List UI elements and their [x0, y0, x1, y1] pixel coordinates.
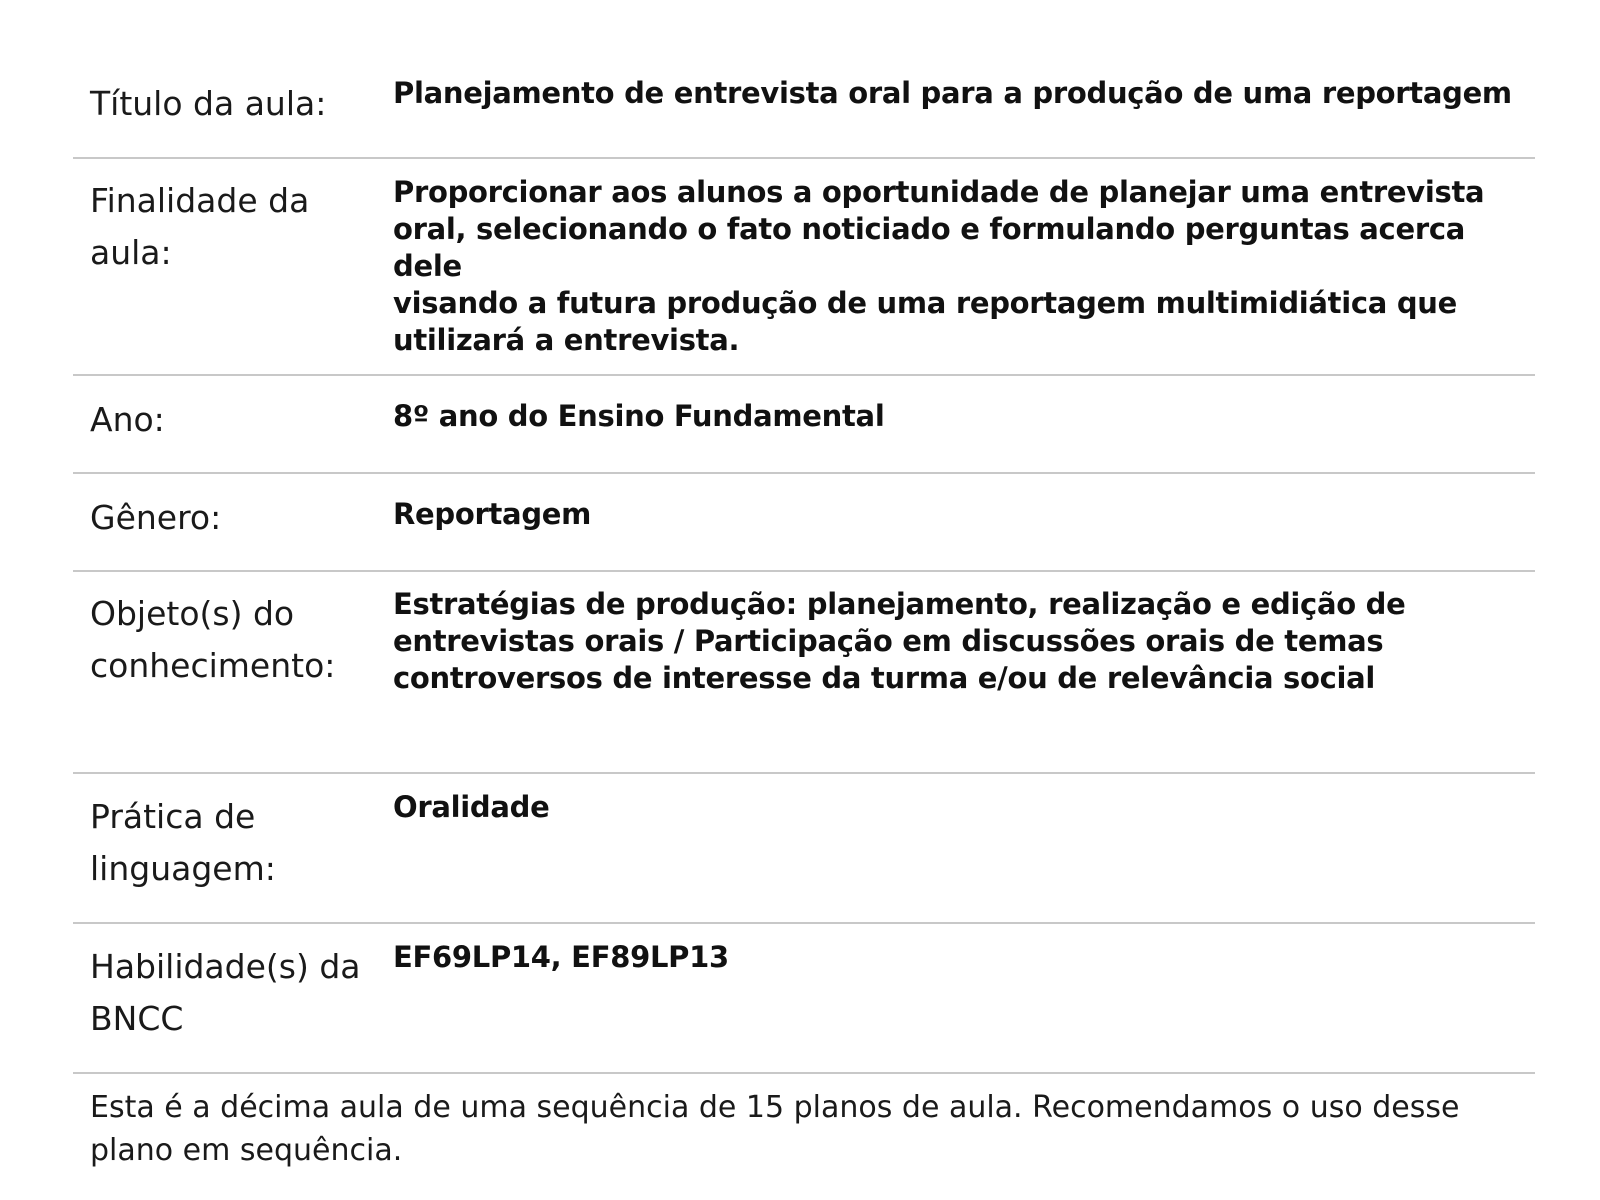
- row-label: Ano:: [90, 400, 165, 439]
- row-label: Finalidade da aula:: [90, 181, 310, 272]
- row-objeto: [73, 572, 1535, 774]
- row-value: Oralidade: [393, 790, 550, 824]
- row-value: EF69LP14, EF89LP13: [393, 940, 729, 974]
- row-label: Habilidade(s) da BNCC: [90, 947, 361, 1038]
- row-value: Estratégias de produção: planejamento, realização e edição de entrevistas orais / Participação em discussões orais de temas controversos de interesse da turma e/ou de relevância social: [393, 587, 1406, 695]
- row-genero: [73, 474, 1535, 572]
- row-habilidades: [73, 924, 1535, 1074]
- row-value: Reportagem: [393, 497, 592, 531]
- sequence-note: Esta é a décima aula de uma sequência de 15 planos de aula. Recomendamos o uso desse plano em sequência.: [90, 1090, 1460, 1168]
- row-finalidade: [73, 159, 1535, 376]
- row-value: Planejamento de entrevista oral para a produção de uma reportagem: [393, 76, 1512, 110]
- row-value: 8º ano do Ensino Fundamental: [393, 399, 885, 433]
- row-value: Proporcionar aos alunos a oportunidade de planejar uma entrevista oral, selecionando o fato noticiado e formulando perguntas acerca dele visando a futura produção de uma reportagem multimidiática que utilizará a entrevista.: [393, 175, 1485, 357]
- row-titulo: [73, 0, 1535, 159]
- row-ano: [73, 376, 1535, 474]
- row-label: Título da aula:: [90, 84, 327, 123]
- row-label: Objeto(s) do conhecimento:: [90, 594, 336, 685]
- row-label: Gênero:: [90, 498, 222, 537]
- row-pratica: [73, 774, 1535, 924]
- row-label: Prática de linguagem:: [90, 797, 276, 888]
